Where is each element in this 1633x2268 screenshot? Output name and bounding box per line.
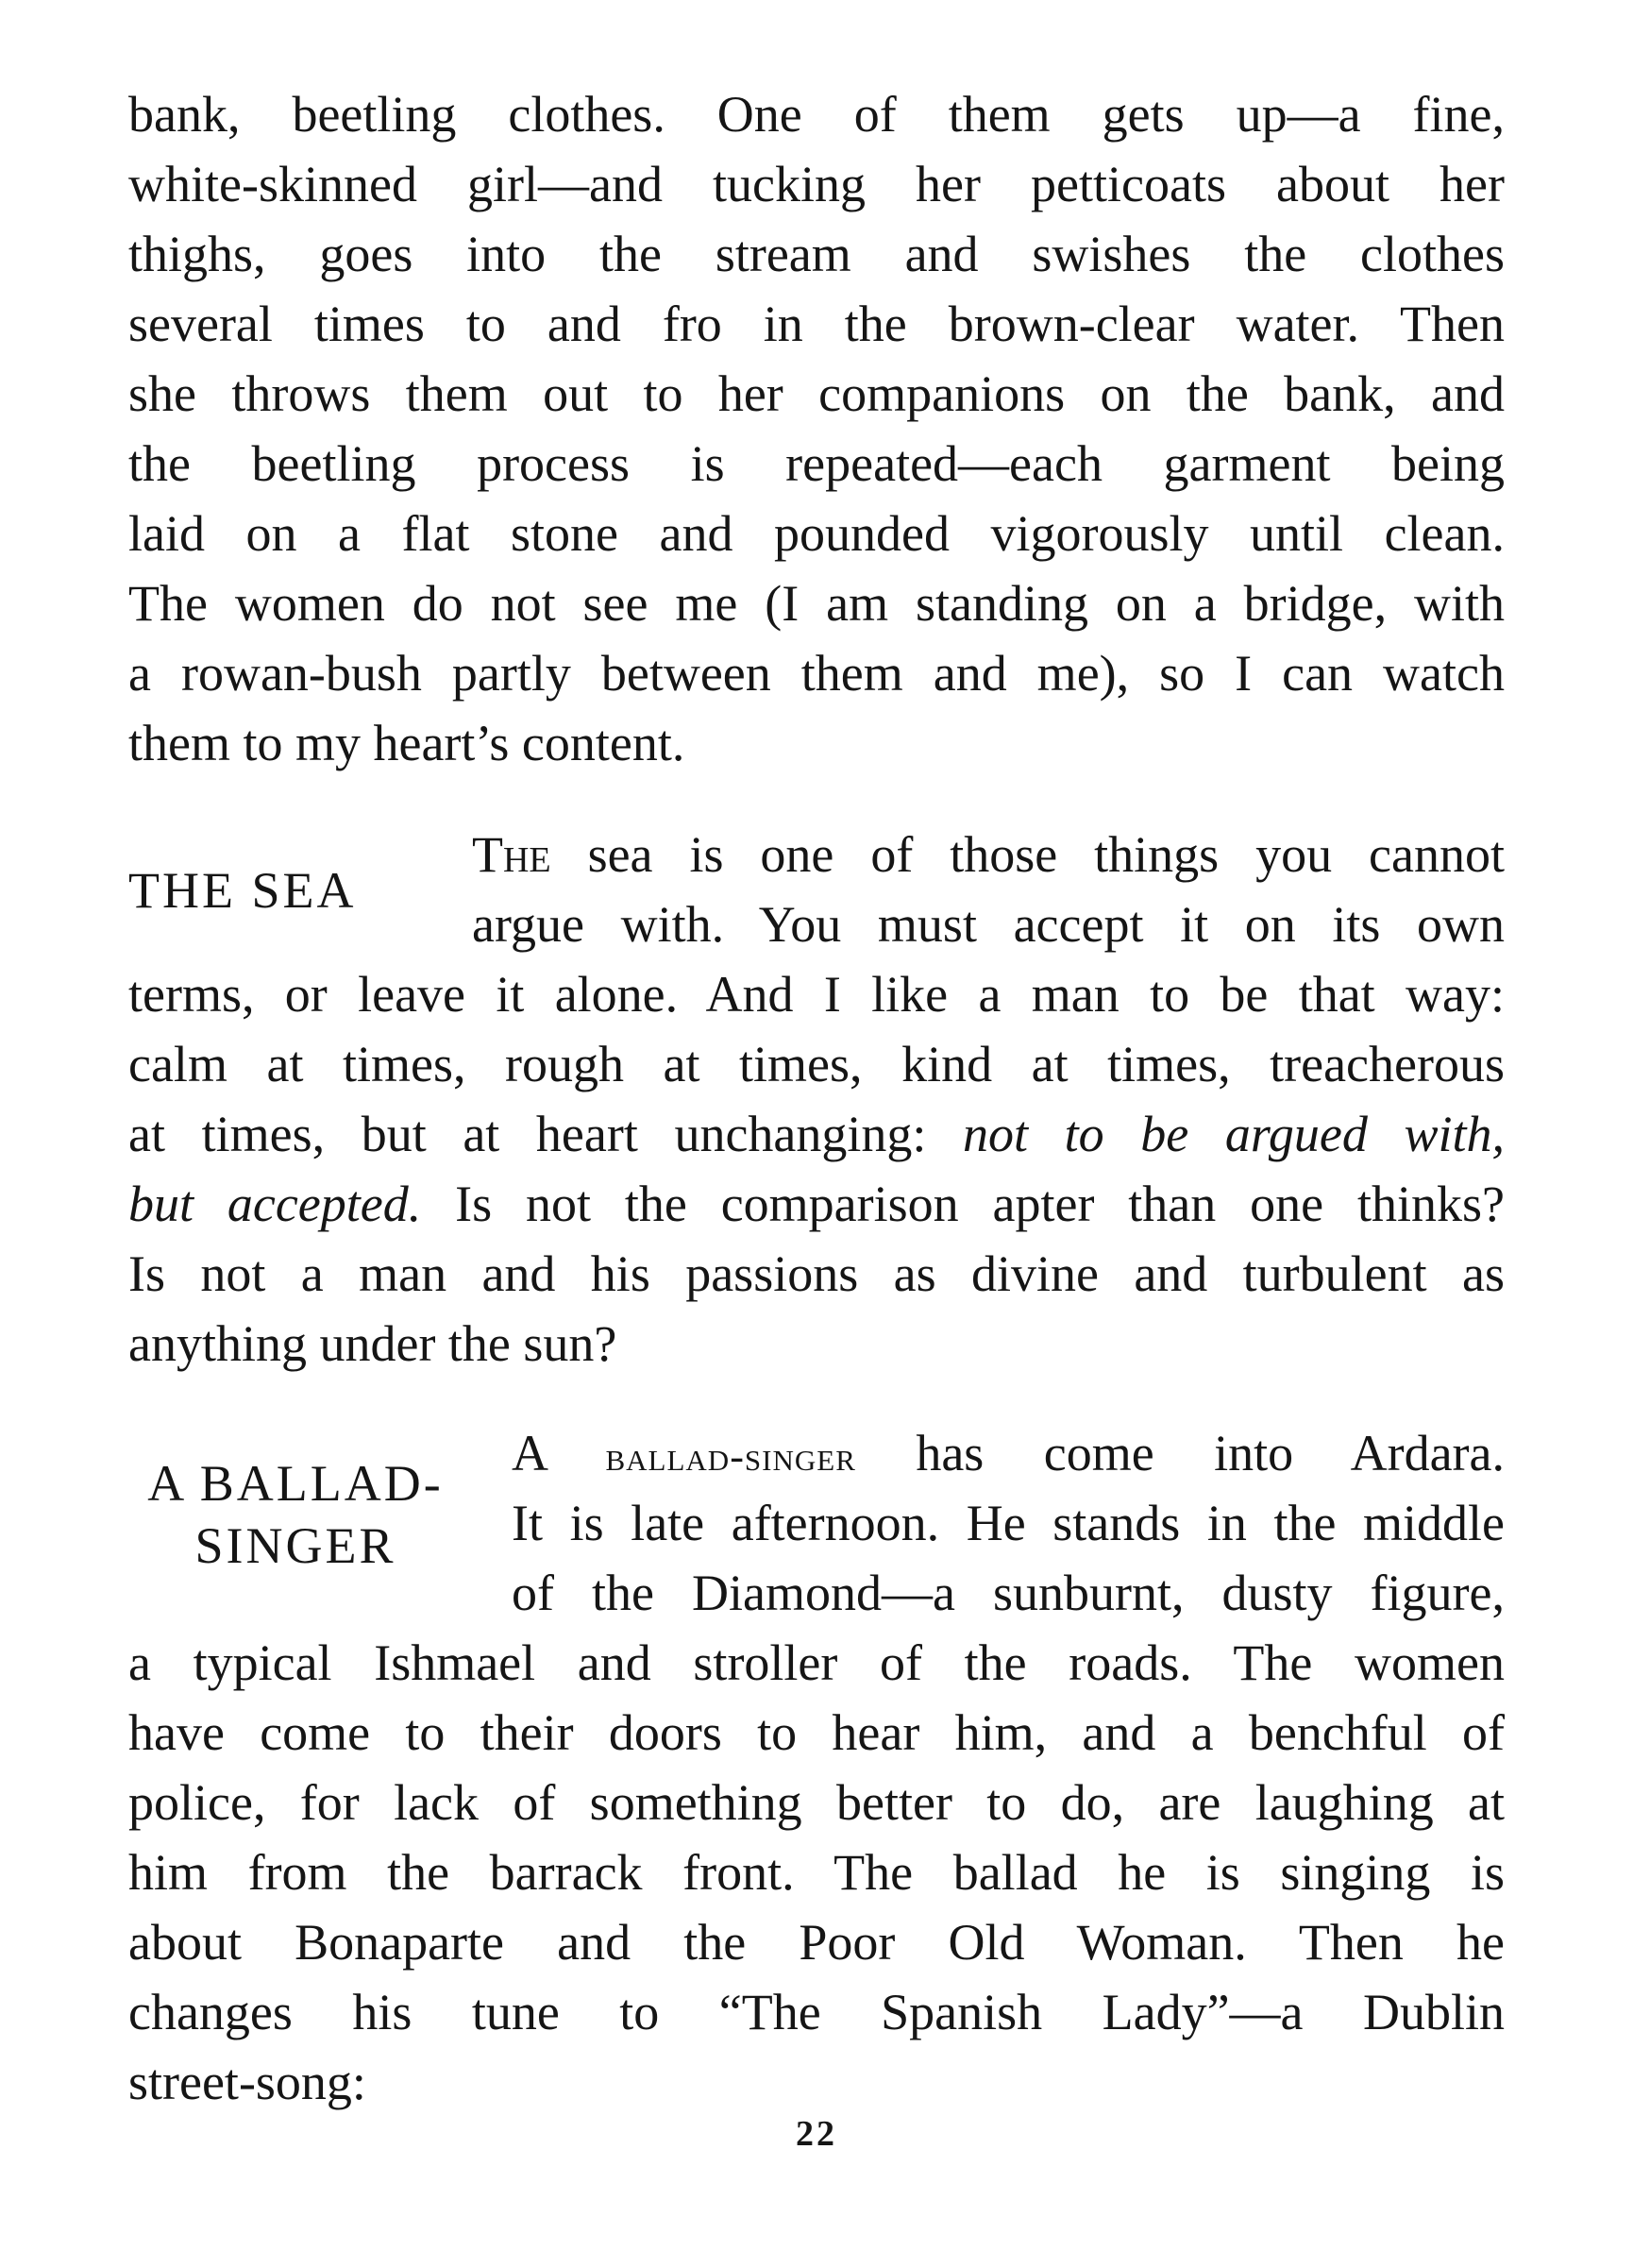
text-line: Is not a man and his passions as divine and turbulent as [128,1245,1505,1302]
text-line [512,1418,1505,1488]
text-span: has come into Ardara. [855,1425,1505,1481]
paragraph-washing-women [128,79,1505,778]
text-line: bank, beetling clothes. One of them gets up—a fine, [128,86,1505,143]
text-line: changes his tune to “The Spanish Lady”—a Dublin [128,1984,1505,2040]
italic-text: but accepted. [128,1176,422,1232]
text-line: have come to their doors to hear him, and a benchful of [128,1704,1505,1761]
paragraph-the-sea [128,820,1505,1379]
italic-text: not to be argued with, [963,1106,1505,1162]
text-line: the beetling process is repeated—each garment being [128,435,1505,492]
small-caps-word: The [472,826,551,883]
text-line: about Bonaparte and the Poor Old Woman. Then he [128,1914,1505,1971]
text-span: at times, but at heart unchanging: [128,1106,964,1162]
text-span: Is not the comparison apter than one thinks? [421,1176,1505,1232]
text-line: The women do not see me (I am standing on a bridge, with [128,575,1505,632]
text-line: argue with. You must accept it on its own [472,896,1505,953]
text-line: them to my heart’s content. [128,715,685,771]
text-line: him from the barrack front. The ballad he is singing is [128,1844,1505,1901]
text-line [128,1099,1505,1169]
text-line: of the Diamond—a sunburnt, dusty figure, [512,1565,1505,1621]
text-line: It is late afternoon. He stands in the middle [512,1495,1505,1551]
text-span: sea is one of those things you cannot [550,826,1505,883]
paragraph-ballad-singer [128,1418,1505,2117]
text-line: police, for lack of something better to do, are laughing at [128,1774,1505,1831]
text-line: terms, or leave it alone. And I like a man to be that way: [128,966,1505,1023]
text-line: a typical Ishmael and stroller of the roads. The women [128,1634,1505,1691]
text-line: thighs, goes into the stream and swishes the clothes [128,226,1505,282]
text-line [472,820,1505,889]
text-line: street-song: [128,2054,366,2110]
page-number: 22 [796,2114,837,2154]
text-line [128,1169,1505,1239]
side-heading-line: A BALLAD- [147,1455,444,1512]
text-line: calm at times, rough at times, kind at times, treacherous [128,1036,1505,1092]
text-line: a rowan-bush partly between them and me), so I can watch [128,645,1505,702]
text-span: A [512,1425,547,1481]
text-line: white-skinned girl—and tucking her petticoats about her [128,156,1505,212]
text-line: anything under the sun? [128,1315,617,1372]
text-line: several times to and fro in the brown-clear water. Then [128,296,1505,352]
side-heading-the-sea: THE SEA [128,862,357,919]
text-line: laid on a flat stone and pounded vigorously until clean. [128,505,1505,562]
text-line: she throws them out to her companions on the bank, and [128,365,1505,422]
side-heading-line: SINGER [194,1517,396,1574]
small-caps-word: ballad-singer [605,1433,856,1480]
